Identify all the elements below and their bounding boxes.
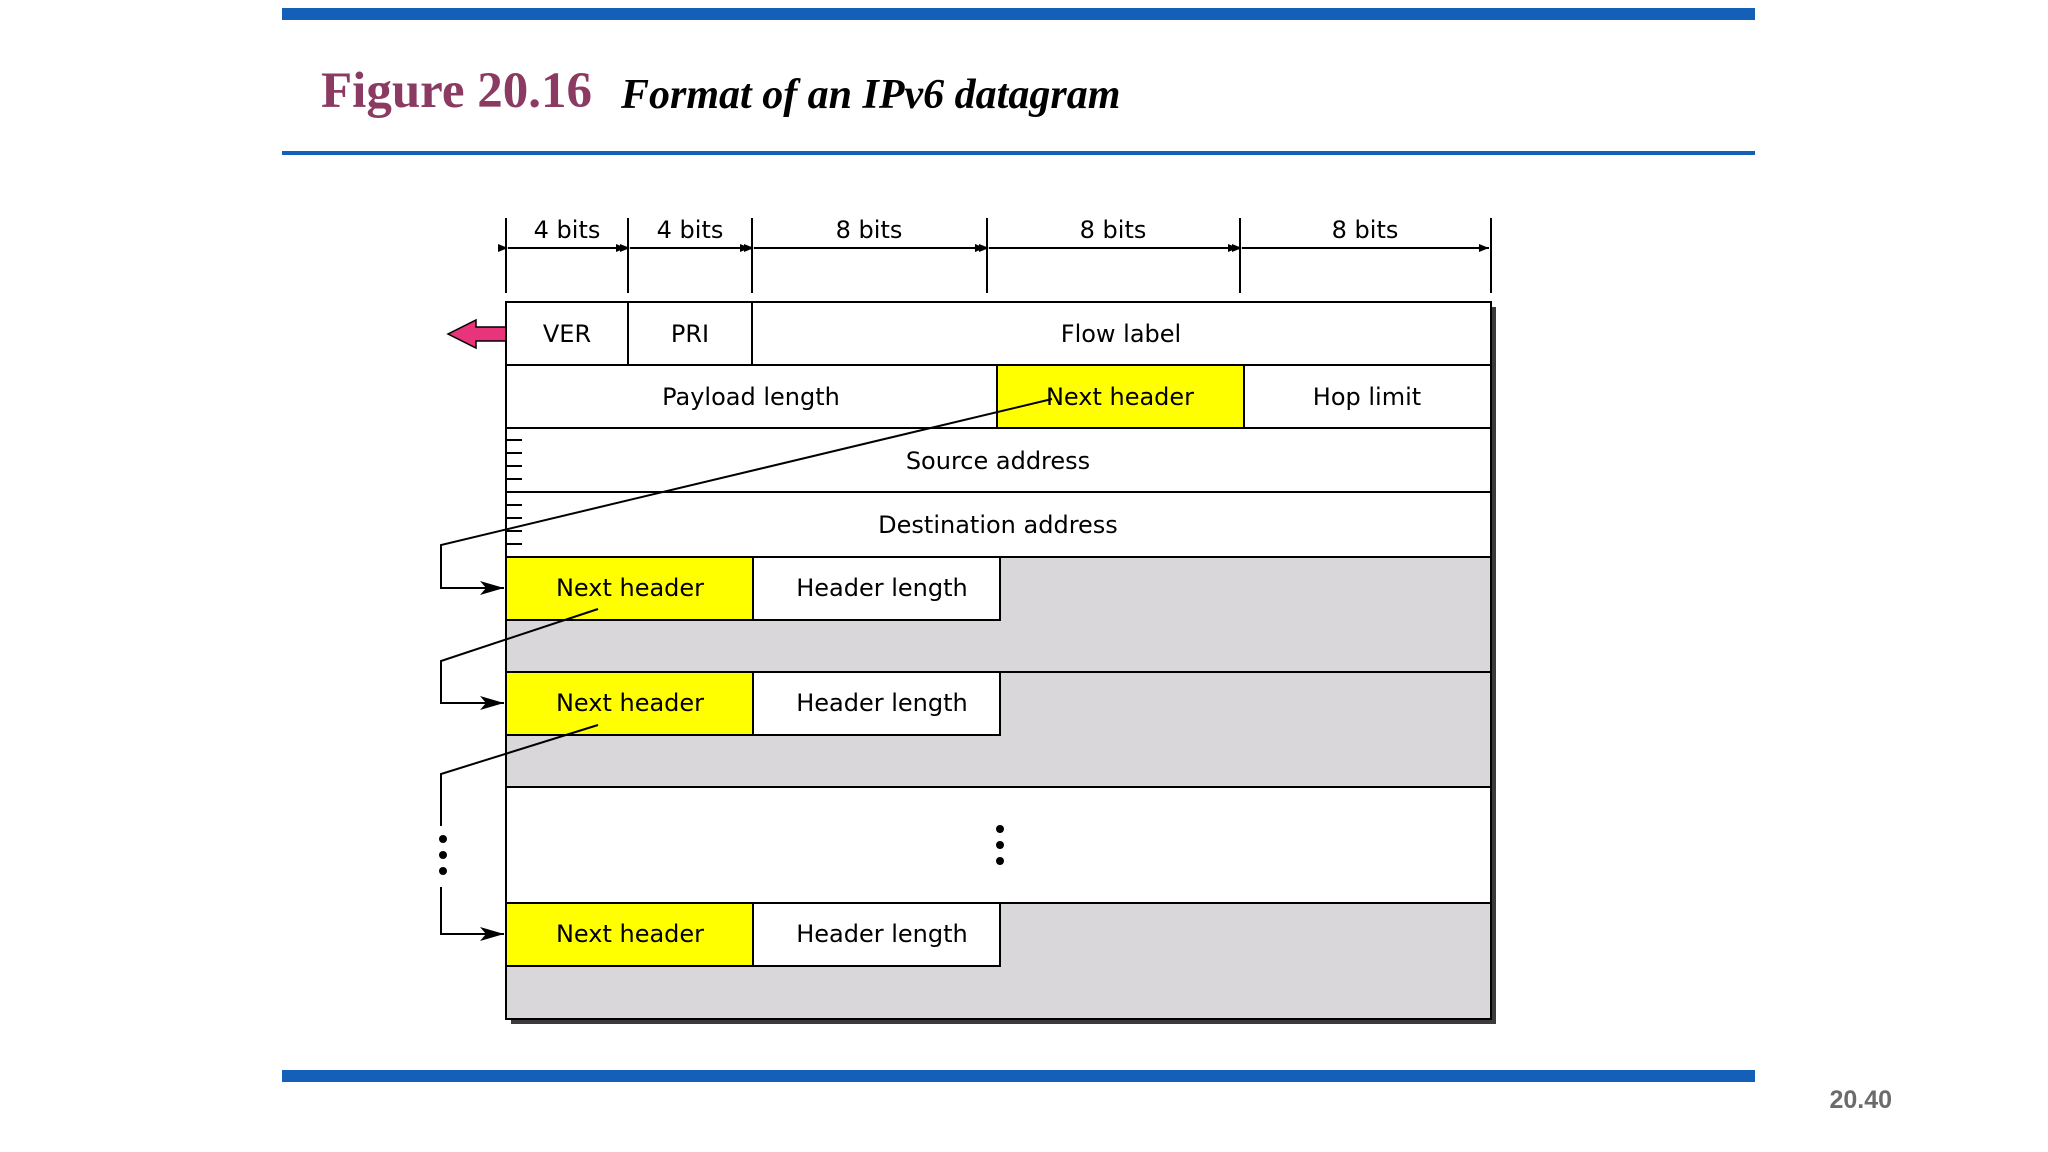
ext-header-length-label: Header length [796, 574, 968, 602]
pointer-arrow-icon [448, 320, 506, 348]
vertical-ellipsis-icon [439, 835, 447, 875]
ext-next-header-label: Next header [555, 689, 705, 717]
payload-length-label: Payload length [662, 383, 840, 411]
destination-address-label: Destination address [878, 511, 1118, 539]
bit-width-label: 8 bits [835, 216, 903, 244]
ext-next-header-label: Next header [555, 574, 705, 602]
hop-limit-label: Hop limit [1312, 383, 1422, 411]
ext-header-length-label: Header length [796, 920, 968, 948]
ver-label: VER [542, 320, 592, 348]
ext-next-header-label: Next header [555, 920, 705, 948]
bottom-rule [282, 1070, 1755, 1082]
ext-header-length-label: Header length [796, 689, 968, 717]
bit-width-label: 4 bits [533, 216, 601, 244]
page-number: 20.40 [1829, 1086, 1892, 1114]
flow-label-label: Flow label [1060, 320, 1182, 348]
bit-width-label: 8 bits [1331, 216, 1399, 244]
vertical-ellipsis-icon [996, 825, 1004, 865]
bit-width-label: 8 bits [1079, 216, 1147, 244]
figure-number: Figure 20.16 [321, 63, 593, 119]
figure-title: Format of an IPv6 datagram [621, 72, 1121, 118]
pri-label: PRI [670, 320, 710, 348]
base-next-header-label: Next header [1045, 383, 1195, 411]
source-address-label: Source address [905, 447, 1091, 475]
bit-width-label: 4 bits [656, 216, 724, 244]
